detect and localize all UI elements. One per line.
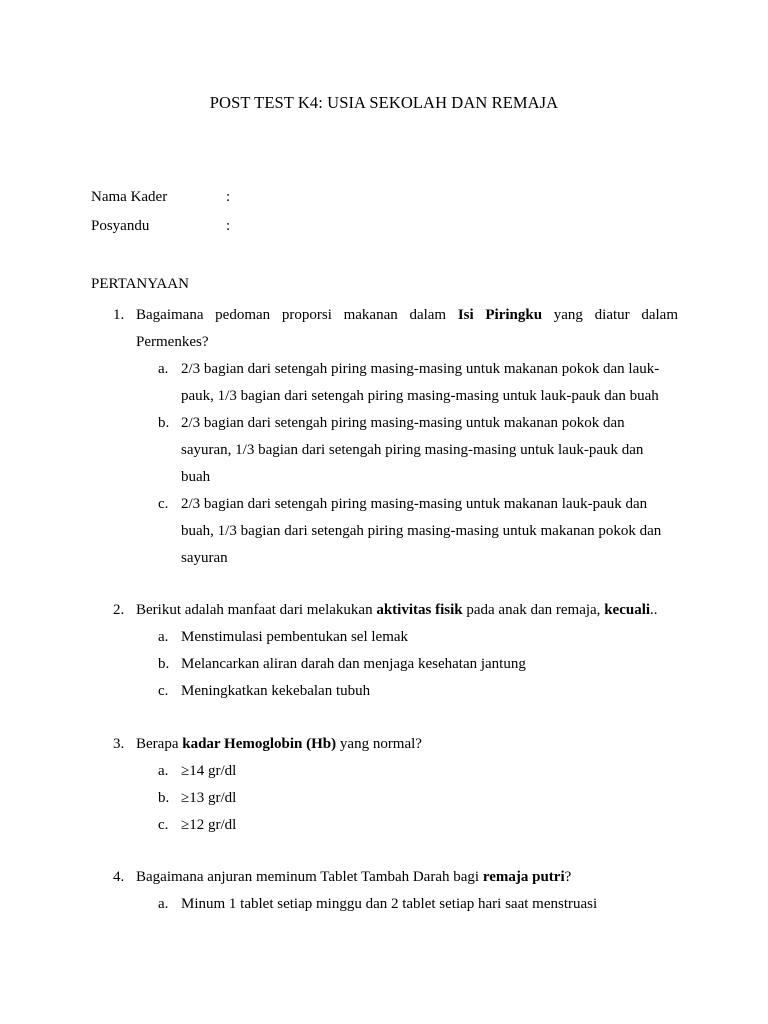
option-text: 2/3 bagian dari setengah piring masing-masing untuk makanan pokok dan sayuran, 1/3 bagian dari setengah piring masing-masing untuk lauk-pauk dan buah bbox=[181, 415, 644, 485]
option-a bbox=[91, 891, 664, 918]
option-a bbox=[91, 758, 664, 785]
option-letter: a. bbox=[158, 896, 169, 912]
option-text: Melancarkan aliran darah dan menjaga kesehatan jantung bbox=[181, 656, 526, 672]
question-text-emphasis: kecuali bbox=[604, 602, 651, 618]
question-2 bbox=[91, 597, 678, 705]
question-number: 4. bbox=[113, 869, 125, 885]
document-title: POST TEST K4: USIA SEKOLAH DAN REMAJA bbox=[209, 93, 559, 112]
option-c bbox=[91, 678, 664, 705]
section-heading: PERTANYAAN bbox=[91, 276, 189, 292]
option-text: 2/3 bagian dari setengah piring masing-masing untuk makanan pokok dan lauk-pauk, 1/3 bagian dari setengah piring masing-masing untuk lauk-pauk dan buah bbox=[181, 361, 660, 404]
option-letter: b. bbox=[158, 790, 170, 806]
field-label: Posyandu bbox=[91, 218, 150, 234]
question-number: 2. bbox=[113, 602, 125, 618]
option-text: Meningkatkan kekebalan tubuh bbox=[181, 683, 371, 699]
field-posyandu bbox=[91, 218, 231, 235]
option-text: ≥14 gr/dl bbox=[181, 763, 237, 779]
option-letter: b. bbox=[158, 415, 170, 431]
question-text-emphasis: remaja putri bbox=[482, 869, 565, 885]
option-text: Menstimulasi pembentukan sel lemak bbox=[181, 629, 409, 645]
question-text-emphasis: aktivitas fisik bbox=[376, 602, 463, 618]
question-text-part: pada anak dan remaja, bbox=[462, 602, 605, 618]
question-3 bbox=[91, 731, 678, 839]
option-text: 2/3 bagian dari setengah piring masing-masing untuk makanan lauk-pauk dan buah, 1/3 bagian dari setengah piring masing-masing untuk makanan pokok dan sayuran bbox=[181, 496, 662, 566]
option-letter: c. bbox=[158, 683, 169, 699]
field-label: Nama Kader bbox=[91, 189, 168, 205]
question-text-part: Berapa bbox=[136, 736, 183, 752]
question-text-part: Bagaimana pedoman proporsi makanan dalam bbox=[136, 307, 458, 323]
question-text-part: yang diatur dalam Permenkes? bbox=[136, 307, 678, 350]
option-letter: c. bbox=[158, 817, 169, 833]
question-text-part: .. bbox=[650, 602, 658, 618]
option-b bbox=[91, 410, 664, 491]
question-number: 3. bbox=[113, 736, 125, 752]
option-letter: a. bbox=[158, 763, 169, 779]
field-colon: : bbox=[226, 218, 231, 234]
question-1 bbox=[91, 302, 678, 572]
option-text: Minum 1 tablet setiap minggu dan 2 tablet setiap hari saat menstruasi bbox=[181, 896, 598, 912]
option-b bbox=[91, 785, 664, 812]
field-colon: : bbox=[226, 189, 231, 205]
option-text: ≥12 gr/dl bbox=[181, 817, 237, 833]
question-text-part: yang normal? bbox=[336, 736, 422, 752]
option-c bbox=[91, 812, 664, 839]
question-text-part: Bagaimana anjuran meminum Tablet Tambah Darah bagi bbox=[136, 869, 483, 885]
option-letter: a. bbox=[158, 361, 169, 377]
question-text bbox=[136, 731, 678, 758]
option-b bbox=[91, 651, 664, 678]
option-c bbox=[91, 491, 664, 572]
option-list bbox=[91, 356, 678, 572]
question-text-part: ? bbox=[564, 869, 572, 885]
option-text: ≥13 gr/dl bbox=[181, 790, 237, 806]
question-text bbox=[136, 597, 678, 624]
question-text-emphasis: Isi Piringku bbox=[457, 307, 543, 323]
question-text-emphasis: kadar Hemoglobin (Hb) bbox=[182, 736, 337, 752]
option-list bbox=[91, 891, 678, 918]
question-text bbox=[136, 302, 678, 356]
option-list bbox=[91, 624, 678, 705]
option-a bbox=[91, 356, 664, 410]
option-list bbox=[91, 758, 678, 839]
option-letter: a. bbox=[158, 629, 169, 645]
option-a bbox=[91, 624, 664, 651]
question-4 bbox=[91, 864, 678, 918]
question-text bbox=[136, 864, 678, 891]
option-letter: c. bbox=[158, 496, 169, 512]
option-letter: b. bbox=[158, 656, 170, 672]
field-nama-kader bbox=[91, 189, 231, 206]
question-number: 1. bbox=[113, 307, 125, 323]
question-text-part: Berikut adalah manfaat dari melakukan bbox=[136, 602, 377, 618]
